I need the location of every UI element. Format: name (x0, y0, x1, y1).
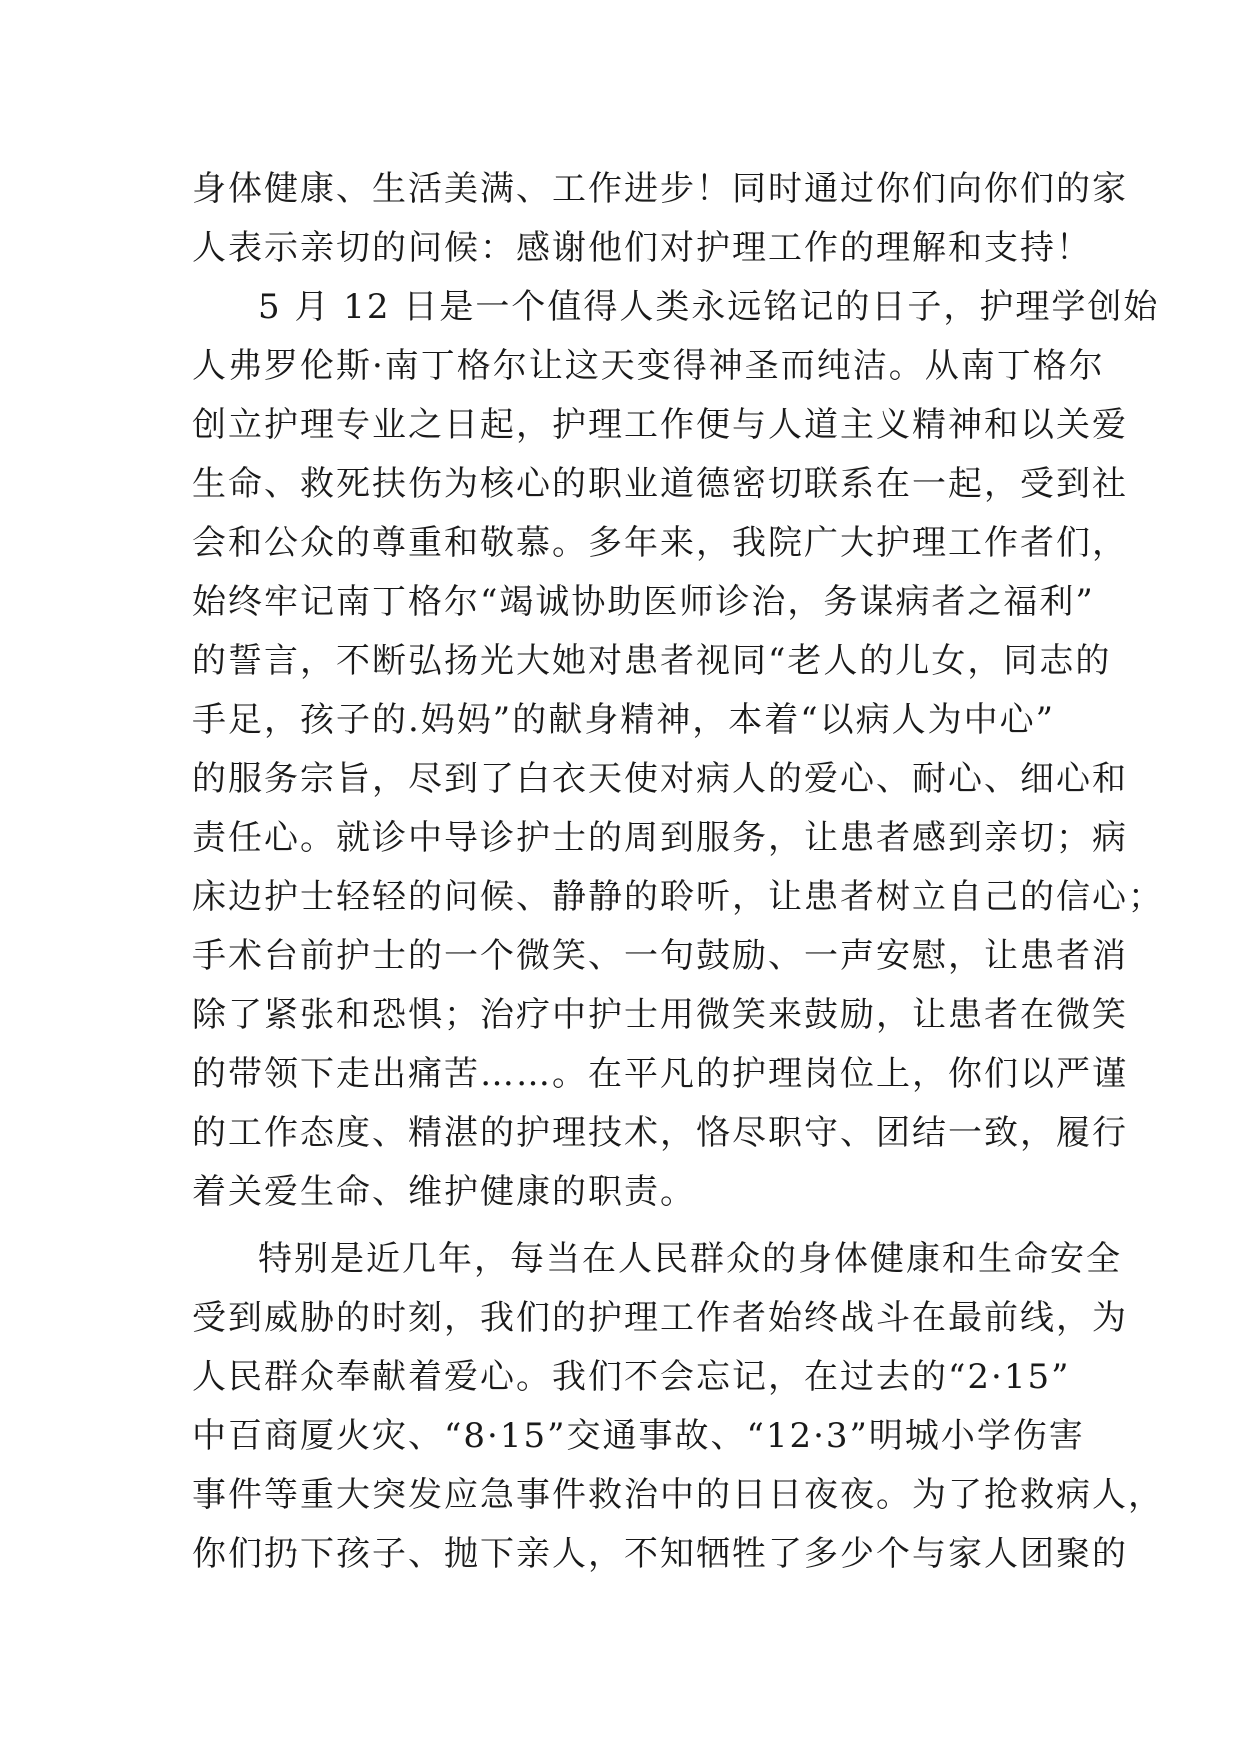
paragraph-start-line: 特别是近几年，每当在人民群众的身体健康和生命安全 (258, 1239, 1122, 1279)
text-line: 人弗罗伦斯·南丁格尔让这天变得神圣而纯洁。从南丁格尔 (192, 346, 1105, 386)
text-line: 手足，孩子的.妈妈”的献身精神，本着“以病人为中心” (192, 700, 1055, 740)
text-line: 责任心。就诊中导诊护士的周到服务，让患者感到亲切；病 (192, 818, 1128, 858)
text-line: 会和公众的尊重和敬慕。多年来，我院广大护理工作者们， (192, 523, 1128, 563)
text-line: 身体健康、生活美满、工作进步！同时通过你们向你们的家 (192, 169, 1128, 209)
text-line: 事件等重大突发应急事件救治中的日日夜夜。为了抢救病人， (192, 1475, 1164, 1515)
body-text (192, 160, 1164, 1584)
text-line: 受到威胁的时刻，我们的护理工作者始终战斗在最前线，为 (192, 1298, 1128, 1338)
text-line: 的服务宗旨，尽到了白衣天使对病人的爱心、耐心、细心和 (192, 759, 1128, 799)
text-line: 除了紧张和恐惧；治疗中护士用微笑来鼓励，让患者在微笑 (192, 995, 1128, 1035)
text-line: 创立护理专业之日起，护理工作便与人道主义精神和以关爱 (192, 405, 1128, 445)
text-line: 着关爱生命、维护健康的职责。 (192, 1172, 696, 1212)
text-line: 始终牢记南丁格尔“竭诚协助医师诊治，务谋病者之福利” (192, 582, 1095, 622)
text-line: 你们扔下孩子、抛下亲人，不知牺牲了多少个与家人团聚的 (192, 1534, 1128, 1574)
text-line: 中百商厦火灾、“8·15”交通事故、“12·3”明城小学伤害 (192, 1416, 1085, 1456)
text-line: 生命、救死扶伤为核心的职业道德密切联系在一起，受到社 (192, 464, 1128, 504)
text-line: 人民群众奉献着爱心。我们不会忘记，在过去的“2·15” (192, 1357, 1071, 1397)
text-line: 床边护士轻轻的问候、静静的聆听，让患者树立自己的信心； (192, 877, 1164, 917)
text-line: 人表示亲切的问候：感谢他们对护理工作的理解和支持！ (192, 228, 1092, 268)
text-line: 的工作态度、精湛的护理技术，恪尽职守、团结一致，履行 (192, 1113, 1128, 1153)
text-line: 手术台前护士的一个微笑、一句鼓励、一声安慰，让患者消 (192, 936, 1128, 976)
paragraph-start-line: 5 月 12 日是一个值得人类永远铭记的日子，护理学创始 (258, 287, 1160, 327)
text-line: 的带领下走出痛苦……。在平凡的护理岗位上，你们以严谨 (192, 1054, 1128, 1094)
text-line: 的誓言，不断弘扬光大她对患者视同“老人的儿女，同志的 (192, 641, 1112, 681)
